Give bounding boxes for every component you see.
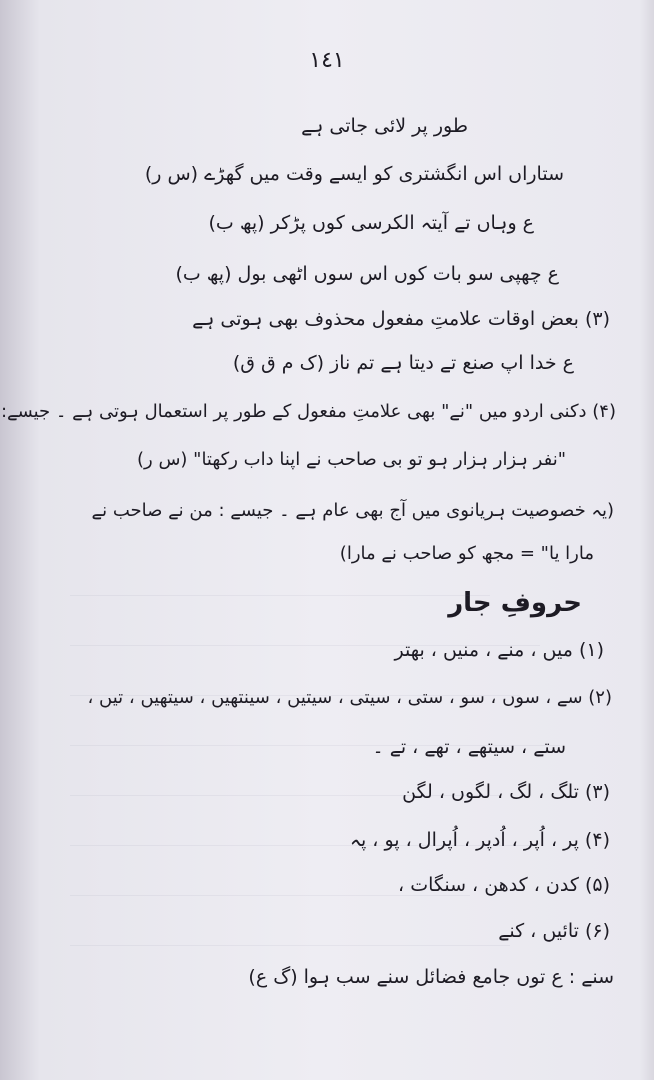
list-item: (۵) کدن ، کدھن ، سنگات ، [398,874,610,896]
page-number: ١٤١ [309,48,345,73]
list-item: سنے : ع توں جامع فضائل سنے سب ہوا (گ ع) [248,966,614,988]
list-item: (۳) تلگ ، لگ ، لگوں ، لگن [402,781,610,803]
text-line: (۳) بعض اوقات علامتِ مفعول محذوف بھی ہوتی ہے [192,308,610,330]
text-line: مارا یا" = مجھ کو صاحب نے مارا) [339,543,594,564]
text-line: ستاراں اس انگشتری کو ایسے وقت میں گھڑے (س ر) [144,163,564,185]
list-item: (۶) تائیں ، کنے [498,920,610,942]
list-item: (۱) میں ، منے ، منیں ، بھتر [394,639,604,661]
text-line: ع چھپی سو بات کوں اس سوں اٹھی بول (پھ ب) [175,263,559,285]
section-heading: حروفِ جار [448,588,582,618]
text-line: (یہ خصوصیت ہریانوی میں آج بھی عام ہے ۔ جیسے : من نے صاحب نے [91,500,614,521]
text-line: ع وہاں تے آیتہ الکرسی کوں پڑکر (پھ ب) [208,212,534,234]
text-line: ع خدا اپ صنع تے دیتا ہے تم ناز (ک م ق ق) [232,352,574,374]
list-item: (۴) پر ، اُپر ، اُدپر ، اُپرال ، پو ، پہ [349,829,610,851]
list-item: ستے ، سیتھے ، تھے ، تے ۔ [372,736,566,758]
text-line: (۴) دکنی اردو میں "نے" بھی علامتِ مفعول کے طور پر استعمال ہوتی ہے ۔ جیسے: [0,401,616,422]
list-item: (۲) سے ، سوں ، سو ، ستی ، سیتی ، سیتیں ، سینتھیں ، سیتھیں ، تیں ، [87,687,612,708]
text-line: "نفر ہزار ہزار ہو تو بی صاحب نے اپنا داب رکھتا" (س ر) [137,449,566,470]
text-line: طور پر لائی جاتی ہے [301,115,468,137]
